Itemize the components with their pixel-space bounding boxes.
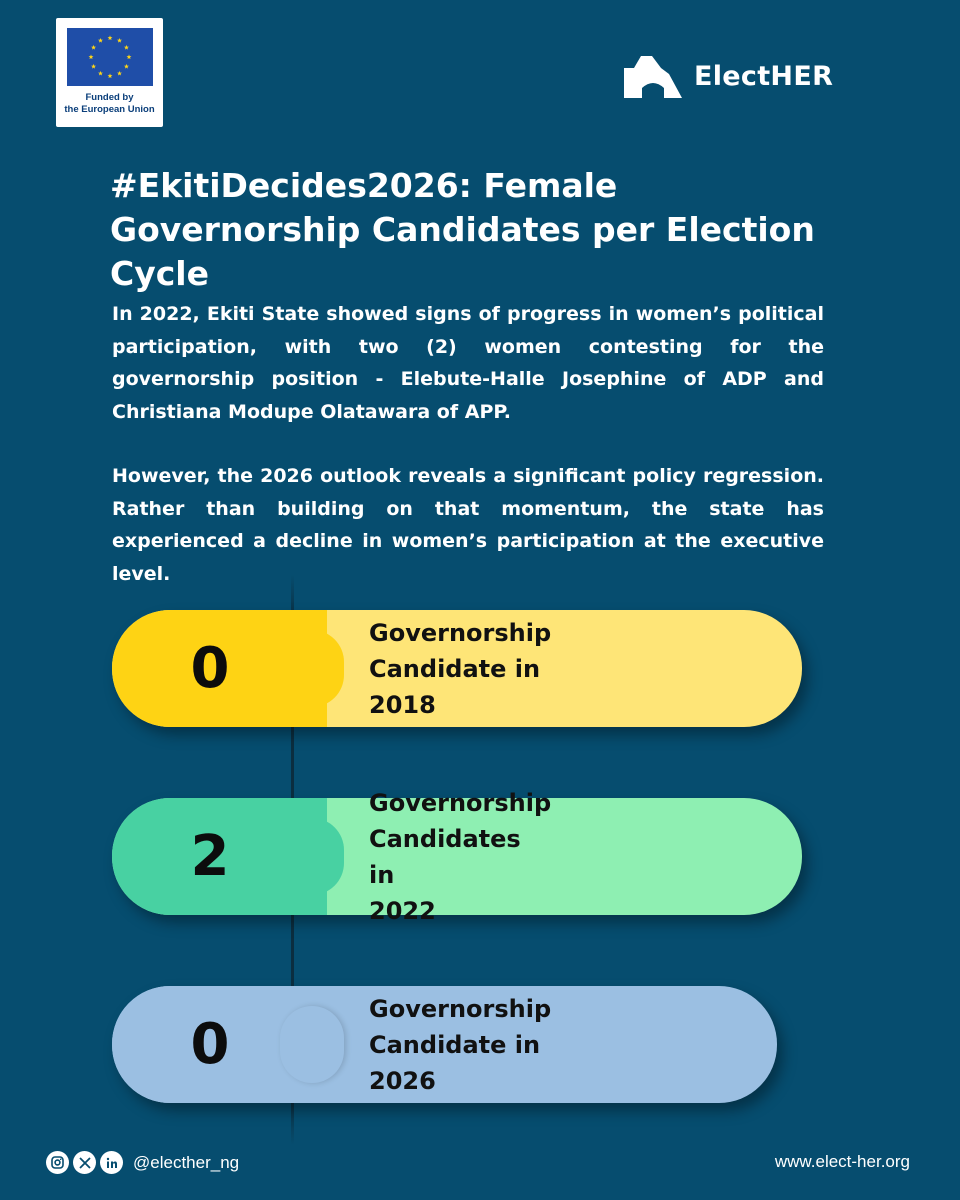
intro-paragraph-1: In 2022, Ekiti State showed signs of progress in women’s political participation, with two (2) women contesting for the governorship position - Elebute-Halle Josephine of ADP and Christiana Modupe Olatawara of APP. <box>112 303 824 423</box>
cycle-count: 0 <box>190 1012 230 1077</box>
intro-paragraph-2: However, the 2026 outlook reveals a significant policy regression. Rather than building on that momentum, the state has experienced a decline in women’s participation at the executive level. <box>112 465 824 585</box>
electher-logo-icon <box>622 54 684 99</box>
cycle-label: Governorship Candidate in 2026 <box>369 994 552 1095</box>
cycle-connector <box>280 1006 344 1083</box>
cycle-label: Governorship Candidates in 2022 <box>369 788 552 925</box>
electher-logo <box>622 54 833 99</box>
instagram-icon[interactable] <box>46 1151 69 1174</box>
eu-caption: Funded by the European Union <box>64 92 155 115</box>
x-icon[interactable] <box>73 1151 96 1174</box>
social-handle[interactable]: @electher_ng <box>133 1152 240 1172</box>
cycle-count: 0 <box>190 636 230 701</box>
cycle-label: Governorship Candidate in 2018 <box>369 618 552 719</box>
cycle-count: 2 <box>190 824 230 889</box>
eu-flag-icon <box>67 28 153 86</box>
cycle-connector <box>280 630 344 707</box>
linkedin-icon[interactable] <box>100 1151 123 1174</box>
intro-text <box>112 298 824 590</box>
eu-funding-badge <box>56 18 163 127</box>
brand-name: ElectHER <box>694 61 834 92</box>
website-link[interactable]: www.elect-her.org <box>774 1152 910 1171</box>
cycle-connector <box>280 818 344 895</box>
social-footer <box>46 1151 239 1174</box>
page-title: #EkitiDecides2026: Female Governorship Candidates per Election Cycle <box>110 166 815 293</box>
